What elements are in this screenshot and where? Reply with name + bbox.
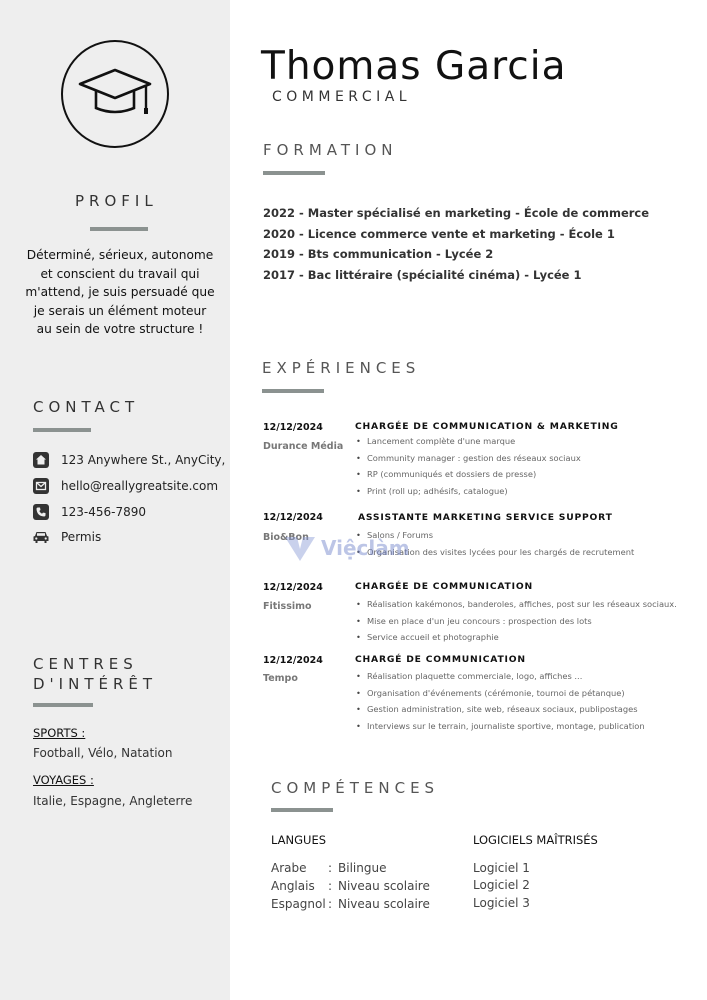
langue-level: Niveau scolaire [338,879,430,893]
langue-row [271,861,461,877]
exp-company: Durance Média [263,441,344,452]
contact-email-text: hello@reallygreatsite.com [61,479,219,493]
langue-sep: : [328,879,333,893]
car-icon [32,528,50,546]
phone-icon [32,503,50,521]
exp-date: 12/12/2024 [263,512,323,523]
formation-item: 2019 - Bts communication - Lycée 2 [263,247,494,261]
exp-title: ASSISTANTE MARKETING SERVICE SUPPORT [358,512,613,523]
langue-level: Bilingue [338,861,387,875]
contact-phone[interactable] [32,502,147,522]
contact-address [32,450,226,470]
langue-name: Espagnol [271,897,326,911]
contact-permis-text: Permis [61,530,102,544]
exp-bullets [356,433,581,499]
mail-icon [32,477,50,495]
exp-bullet: • Service accueil et photographie [356,629,677,646]
exp-title: CHARGÉ DE COMMUNICATION [355,654,526,665]
sports-label: SPORTS : [33,726,86,740]
langue-sep: : [328,897,333,911]
exp-bullet: • Réalisation kakémonos, banderoles, affiches, post sur les réseaux sociaux. [356,596,677,613]
centres-title-line2: D'INTÉRÊT [33,675,158,693]
centres-title-line1: CENTRES [33,655,138,673]
experiences-title: EXPÉRIENCES [262,359,421,377]
competences-title: COMPÉTENCES [271,779,440,797]
experiences-rule [262,389,324,393]
exp-date: 12/12/2024 [263,422,323,433]
contact-rule [33,428,91,432]
contact-permis [32,527,102,547]
formation-title: FORMATION [263,141,398,159]
person-role: COMMERCIAL [272,89,412,105]
logiciel-item: Logiciel 2 [473,878,530,892]
langue-row [271,879,461,895]
exp-bullets [356,668,645,734]
graduation-cap-icon [76,64,154,124]
profil-text: Déterminé, sérieux, autonome et conscient du travail qui m'attend, je suis persuadé que je serais un élément moteur au sein de votre structure ! [25,248,215,336]
exp-company: Bio&Bon [263,532,309,543]
exp-date: 12/12/2024 [263,655,323,666]
langue-name: Anglais [271,879,315,893]
avatar [61,40,169,148]
watermark-text: Việclàm [321,536,410,560]
exp-bullet: • Mise en place d'un jeu concours : prospection des lots [356,613,677,630]
exp-title: CHARGÉE DE COMMUNICATION [355,581,533,592]
exp-bullet: • Organisation d'événements (cérémonie, tournoi de pétanque) [356,685,645,702]
formation-item: 2022 - Master spécialisé en marketing - École de commerce [263,206,650,220]
exp-bullet: • Salons / Forums [356,527,634,544]
logiciel-item: Logiciel 3 [473,896,530,910]
exp-date: 12/12/2024 [263,582,323,593]
formation-item: 2017 - Bac littéraire (spécialité cinéma) - Lycée 1 [263,268,582,282]
contact-phone-text: 123-456-7890 [61,505,147,519]
exp-bullet: • Community manager : gestion des réseaux sociaux [356,450,581,467]
exp-bullet: • Interviews sur le terrain, journaliste sportive, montage, publication [356,718,645,735]
langue-row [271,897,461,913]
formation-rule [263,171,325,175]
exp-title: CHARGÉE DE COMMUNICATION & MARKETING [355,421,619,432]
exp-bullet: • Lancement complète d'une marque [356,433,581,450]
langue-level: Niveau scolaire [338,897,430,911]
voyages-value: Italie, Espagne, Angleterre [33,794,193,808]
home-icon [32,451,50,469]
langues-title: LANGUES [271,833,327,847]
sidebar [0,0,230,1000]
langue-name: Arabe [271,861,307,875]
exp-bullet: • Print (roll up; adhésifs, catalogue) [356,483,581,500]
centres-rule [33,703,93,707]
exp-company: Tempo [263,673,298,684]
contact-address-text: 123 Anywhere St., AnyCity, [61,453,226,467]
contact-email[interactable] [32,476,219,496]
voyages-label: VOYAGES : [33,773,94,787]
profil-title: PROFIL [75,192,158,210]
logiciels-title: LOGICIELS MAÎTRISÉS [473,833,598,847]
profil-rule [90,227,148,231]
contact-title: CONTACT [33,398,140,416]
exp-bullet: • Gestion administration, site web, réseaux sociaux, publipostages [356,701,645,718]
exp-bullet: • Organisation des visites lycées pour les chargés de recrutement [356,544,634,561]
formation-item: 2020 - Licence commerce vente et marketing - École 1 [263,227,615,241]
exp-bullet: • Réalisation plaquette commerciale, logo, affiches ... [356,668,645,685]
person-name: Thomas Garcia [261,44,567,89]
langue-sep: : [328,861,333,875]
competences-rule [271,808,333,812]
logiciel-item: Logiciel 1 [473,861,530,875]
exp-bullet: • RP (communiqués et dossiers de presse) [356,466,581,483]
watermark [285,535,410,561]
exp-bullets [356,596,677,646]
sports-value: Football, Vélo, Natation [33,746,173,760]
exp-company: Fitissimo [263,601,312,612]
watermark-logo-icon [285,535,315,561]
